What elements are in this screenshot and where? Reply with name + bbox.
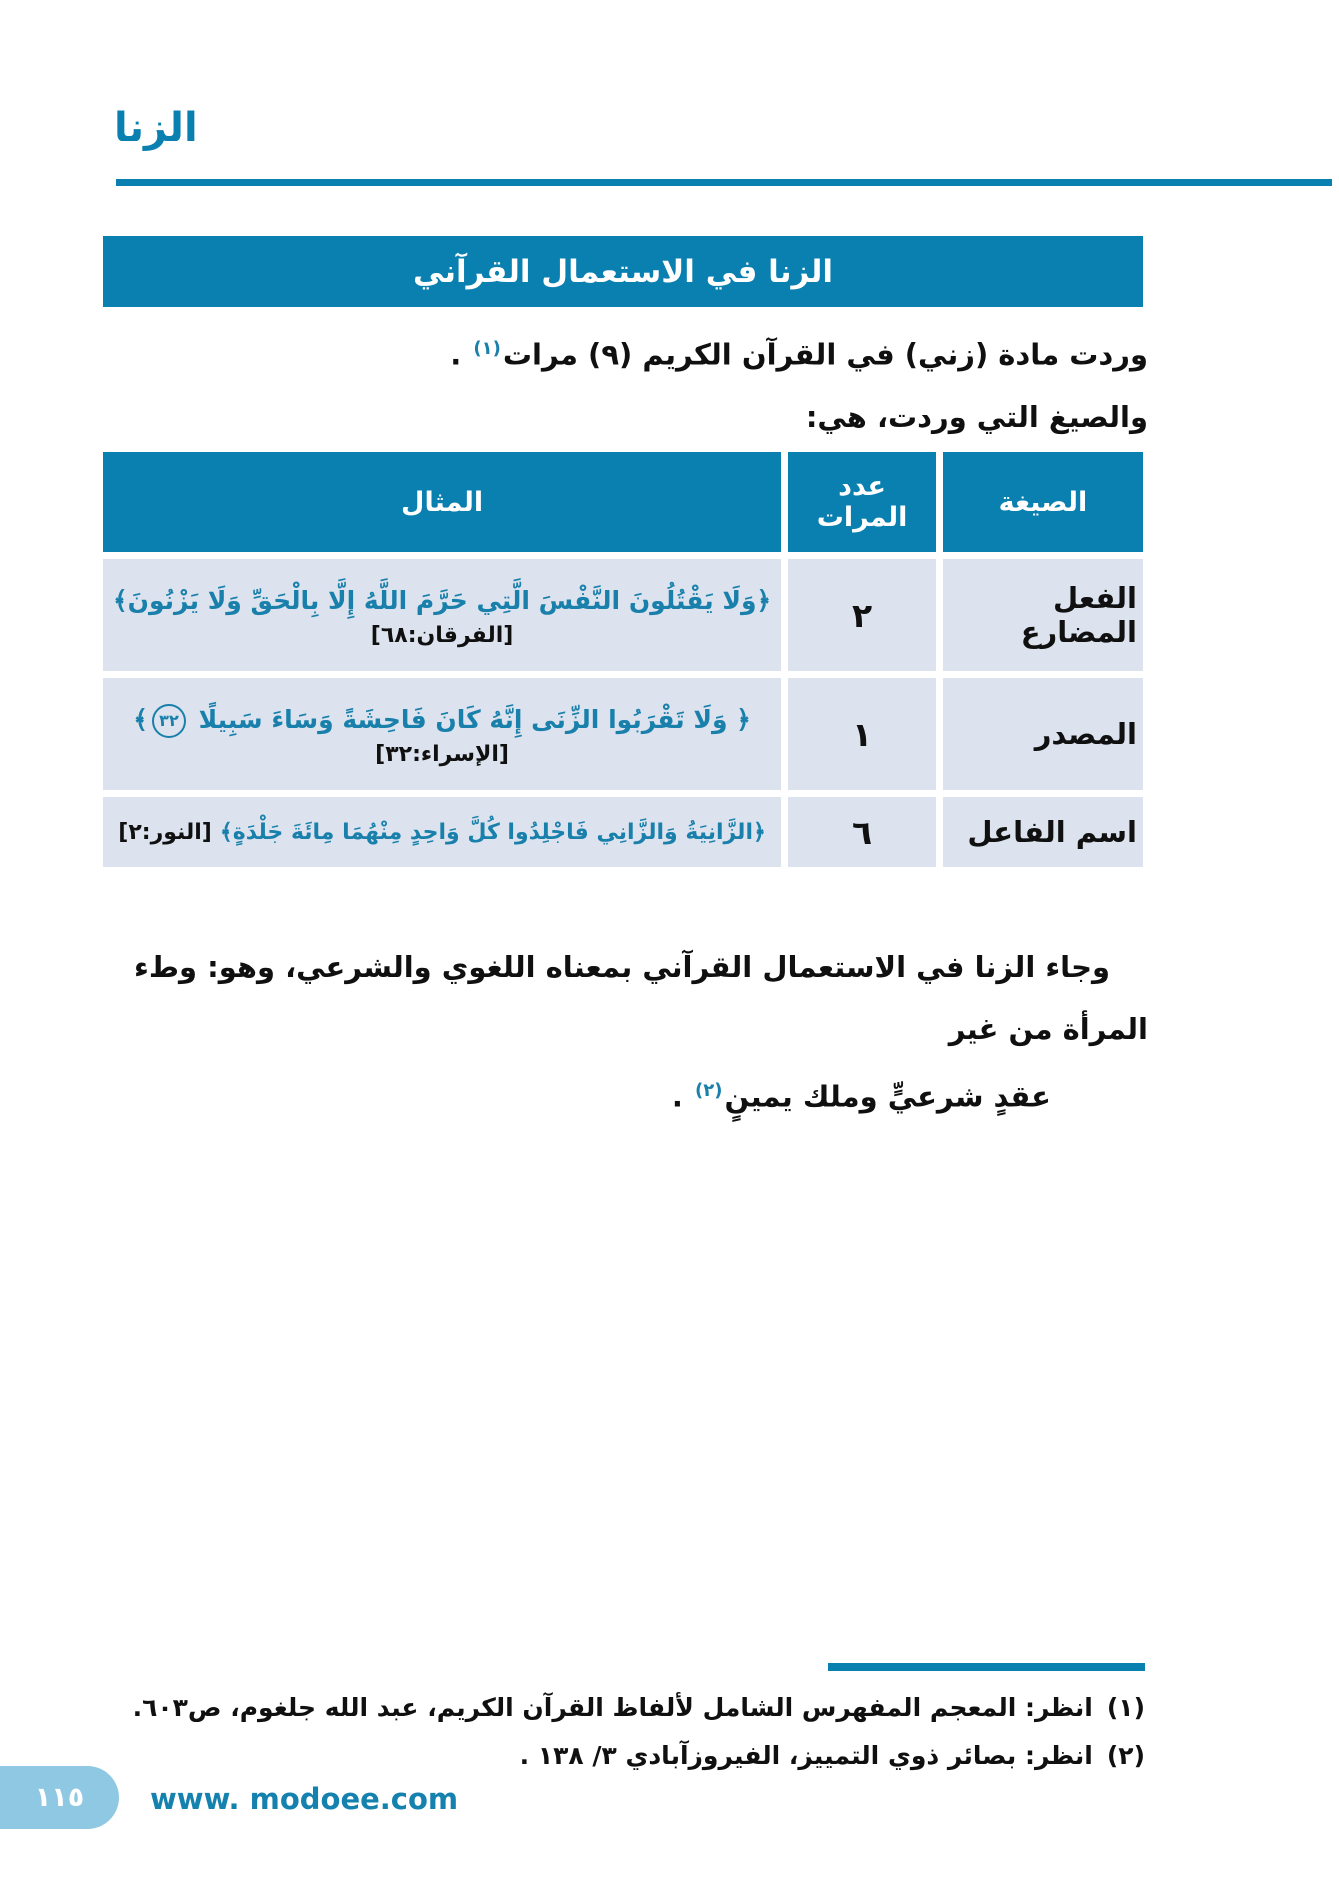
table-row <box>103 797 1143 867</box>
footnote-marker-2: (٢) <box>695 1080 723 1101</box>
intro-line-1-text: وردت مادة (زني) في القرآن الكريم (٩) مرات <box>502 337 1148 372</box>
closing-line-2-period: . <box>671 1079 693 1114</box>
footnote-1-text: انظر: المعجم المفهرس الشامل لألفاظ القرآن الكريم، عبد الله جلغوم، ص٦٠٣. <box>132 1693 1093 1722</box>
closing-paragraph <box>95 936 1148 1128</box>
column-header-example: المثال <box>103 452 781 552</box>
intro-paragraph <box>95 318 1148 448</box>
table-row <box>103 559 1143 671</box>
verse-reference: [الفرقان:٦٨] <box>370 623 514 649</box>
page-number: ١١٥ <box>34 1782 85 1813</box>
verse-reference: [النور:٢] <box>118 819 212 845</box>
column-header-form: الصيغة <box>943 452 1143 552</box>
count-cell: ٦ <box>788 797 936 867</box>
quran-verse: ﴿وَلَا يَقْتُلُونَ النَّفْسَ الَّتِي حَرَّمَ اللَّهُ إِلَّا بِالْحَقِّ وَلَا يَزْنُونَ﴾ <box>113 585 772 615</box>
form-cell: الفعل المضارع <box>943 559 1143 671</box>
quran-verse <box>113 701 771 739</box>
verse-close-bracket: ﴾ <box>133 704 148 734</box>
page-number-tab <box>0 1766 119 1829</box>
verse-text: ﴿ وَلَا تَقْرَبُوا الزِّنَى إِنَّهُ كَانَ فَاحِشَةً وَسَاءَ سَبِيلًا <box>189 704 751 734</box>
footnote-marker-1: (١) <box>473 338 501 359</box>
website-link[interactable]: www. modoee.com <box>150 1782 459 1816</box>
footnote-2-number: (٢) <box>1106 1741 1145 1770</box>
count-cell: ١ <box>788 678 936 790</box>
footnote-2-text: انظر: بصائر ذوي التمييز، الفيروزآبادي ٣/ ١٣٨ . <box>519 1741 1093 1770</box>
form-cell: اسم الفاعل <box>943 797 1143 867</box>
intro-line-2: والصيغ التي وردت، هي: <box>805 399 1148 434</box>
ayah-number-medallion: ٣٢ <box>152 704 186 738</box>
closing-line-2 <box>95 1060 1148 1128</box>
form-cell: المصدر <box>943 678 1143 790</box>
table-row <box>103 678 1143 790</box>
closing-line-1: وجاء الزنا في الاستعمال القرآني بمعناه اللغوي والشرعي، وهو: وطء المرأة من غير <box>134 950 1148 1046</box>
footnotes <box>95 1684 1145 1780</box>
intro-line-1 <box>95 318 1148 386</box>
count-cell: ٢ <box>788 559 936 671</box>
closing-line-2-text: عقدٍ شرعيٍّ وملك يمينٍ <box>724 1079 1051 1114</box>
example-cell <box>103 678 781 790</box>
section-banner <box>103 236 1143 307</box>
intro-line-1-period: . <box>450 337 472 372</box>
column-header-count: عدد المرات <box>788 452 936 552</box>
section-banner-title: الزنا في الاستعمال القرآني <box>412 253 834 290</box>
footnote-separator <box>828 1663 1145 1671</box>
verse-reference: [الإسراء:٣٢] <box>375 742 509 768</box>
footnote-1-number: (١) <box>1106 1693 1145 1722</box>
footnote-1 <box>95 1684 1145 1732</box>
running-head-title: الزنا <box>114 105 198 151</box>
header-rule <box>116 179 1332 186</box>
table-header-row <box>103 452 1143 552</box>
example-cell <box>103 797 781 867</box>
footnote-2 <box>95 1732 1145 1780</box>
quran-verse: ﴿الزَّانِيَةُ وَالزَّانِي فَاجْلِدُوا كُلَّ وَاحِدٍ مِنْهُمَا مِائَةَ جَلْدَةٍ﴾ <box>219 819 766 845</box>
example-cell <box>103 559 781 671</box>
forms-table <box>96 445 1150 874</box>
